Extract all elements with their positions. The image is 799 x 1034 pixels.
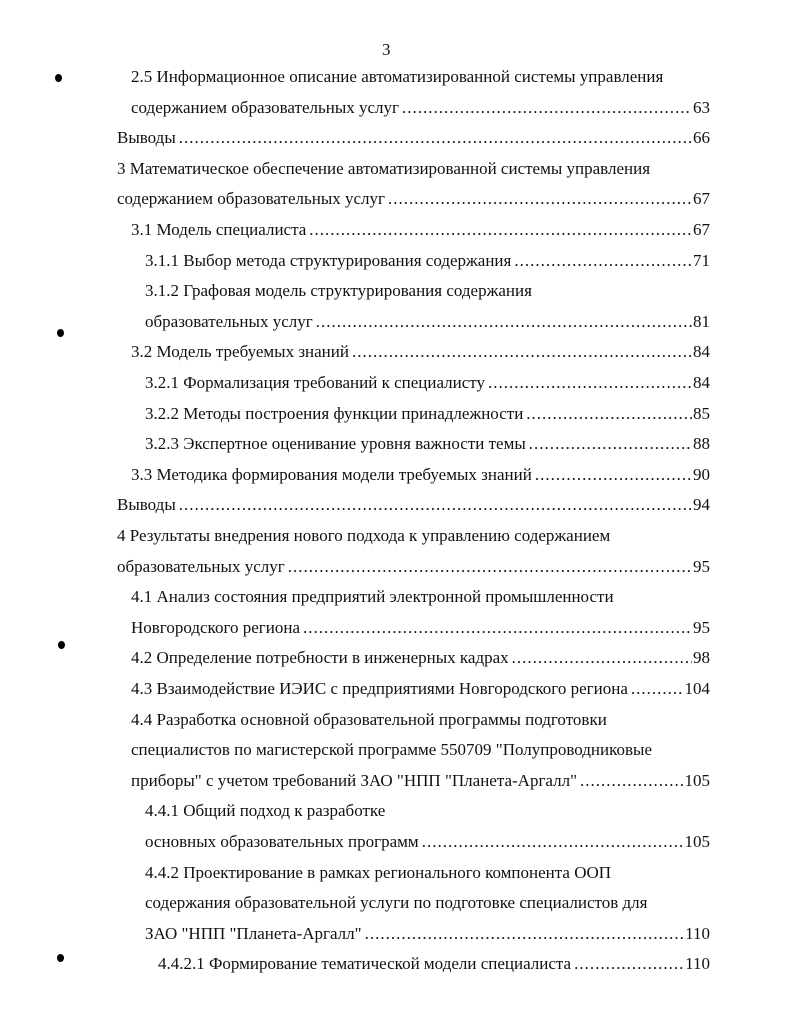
toc-entry-line: [131, 341, 710, 363]
toc-entry-line: [131, 586, 614, 608]
toc-entry-title: 4.4.2.1 Формирование тематической модели специалиста: [158, 954, 572, 974]
punch-hole-mark: [58, 641, 65, 649]
toc-entry-line: [145, 403, 710, 425]
toc-entry-title: образовательных услуг: [145, 311, 313, 331]
punch-hole-mark: [55, 74, 62, 82]
toc-entry-title: 4.4 Разработка основной образовательной программы подготовки: [131, 709, 607, 729]
dot-leader: [303, 617, 692, 639]
toc-page-number: 110: [685, 954, 710, 974]
toc-entry-line: [131, 66, 663, 88]
toc-entry-title: 4 Результаты внедрения нового подхода к управлению содержанием: [117, 526, 611, 545]
dot-leader: [512, 647, 692, 669]
toc-page-number: 67: [693, 189, 710, 209]
dot-leader: [179, 127, 692, 149]
toc-page-number: 98: [693, 648, 710, 668]
toc-page-number: 84: [693, 373, 710, 392]
toc-entry-line: [145, 800, 385, 822]
toc-page-number: 95: [693, 617, 710, 637]
toc-entry-title: 3.2.1 Формализация требований к специалисту: [145, 373, 486, 392]
dot-leader: [352, 341, 692, 363]
toc-page-number: 71: [693, 250, 710, 270]
toc-entry-title: основных образовательных программ: [145, 832, 419, 851]
toc-entry-line: [131, 770, 710, 792]
toc-page-number: 84: [693, 342, 710, 362]
toc-entry-title: 4.4.1 Общий подход к разработке: [145, 801, 386, 821]
dot-leader: [422, 831, 684, 853]
dot-leader: [316, 311, 692, 333]
toc-entry-line: [145, 831, 710, 853]
toc-entry-title: 3.2 Модель требуемых знаний: [131, 342, 349, 362]
dot-leader: [631, 678, 684, 700]
dot-leader: [309, 219, 692, 241]
toc-entry-title: 3.2.2 Методы построения функции принадлежности: [145, 403, 524, 423]
toc-entry-title: 3.1 Модель специалиста: [131, 220, 307, 239]
toc-entry-title: содержанием образовательных услуг: [131, 97, 399, 117]
toc-page-number: 94: [693, 495, 710, 515]
dot-leader: [535, 464, 692, 486]
toc-entry-line: [131, 678, 710, 700]
toc-entry-line: [131, 647, 710, 669]
toc-entry-line: [117, 188, 710, 210]
toc-entry-title: 3 Математическое обеспечение автоматизированной системы управления: [117, 158, 651, 178]
toc-page-number: 66: [693, 128, 710, 148]
punch-hole-mark: [57, 954, 64, 962]
toc-entry-title: приборы" с учетом требований ЗАО "НПП "Планета-Аргалл": [131, 770, 578, 790]
toc-entry-title: 3.1.2 Графовая модель структурирования содержания: [145, 281, 532, 301]
dot-leader: [179, 494, 692, 516]
toc-entry-title: Выводы: [117, 495, 176, 515]
dot-leader: [526, 403, 692, 425]
dot-leader: [580, 770, 683, 792]
toc-entry-title: 3.3 Методика формирования модели требуемых знаний: [131, 464, 532, 484]
toc-page-number: 85: [693, 403, 710, 423]
toc-entry-line: [131, 739, 652, 761]
toc-entry-line: [117, 556, 710, 578]
toc-entry-line: [131, 709, 607, 731]
toc-entry-line: [145, 923, 710, 945]
toc-entry-title: 2.5 Информационное описание автоматизированной системы управления: [131, 67, 664, 86]
dot-leader: [388, 188, 692, 210]
toc-entry-title: 4.3 Взаимодействие ИЭИС с предприятиями Новгородского региона: [131, 679, 628, 698]
toc-page-number: 90: [693, 464, 710, 484]
toc-entry-title: содержания образовательной услуги по подготовке специалистов для: [145, 893, 648, 913]
toc-page-number: 88: [693, 434, 710, 454]
toc-page-number: 63: [693, 97, 710, 117]
toc-entry-line: [117, 525, 610, 547]
toc-page-number: 110: [685, 923, 710, 943]
toc-entry-title: Новгородского региона: [131, 617, 301, 637]
toc-page-number: 104: [684, 679, 710, 698]
toc-entry-line: [145, 433, 710, 455]
dot-leader: [529, 433, 692, 455]
punch-hole-mark: [57, 329, 64, 337]
toc-entry-line: [131, 219, 710, 241]
toc-entry-title: специалистов по магистерской программе 550709 "Полупроводниковые: [131, 740, 653, 760]
toc-entry-title: 4.4.2 Проектирование в рамках регионального компонента ООП: [145, 862, 612, 882]
toc-entry-line: [131, 97, 710, 119]
toc-page-number: 105: [684, 832, 710, 851]
toc-entry-line: [145, 250, 710, 272]
toc-entry-title: образовательных услуг: [117, 556, 285, 576]
dot-leader: [288, 556, 692, 578]
toc-entry-line: [145, 311, 710, 333]
dot-leader: [402, 97, 692, 119]
toc-entry-line: [131, 464, 710, 486]
toc-entry-line: [158, 953, 710, 975]
toc-entry-line: [145, 280, 532, 302]
dot-leader: [574, 953, 684, 975]
page-number: 3: [382, 40, 391, 59]
toc-entry-title: 4.2 Определение потребности в инженерных кадрах: [131, 648, 509, 668]
toc-page-number: 81: [693, 311, 710, 331]
toc-entry-title: Выводы: [117, 128, 176, 148]
toc-entry-line: [145, 892, 647, 914]
toc-page-number: 95: [693, 556, 710, 576]
toc-entry-title: 3.1.1 Выбор метода структурирования содержания: [145, 250, 512, 270]
toc-entry-line: [117, 127, 710, 149]
dot-leader: [514, 250, 692, 272]
toc-entry-title: 4.1 Анализ состояния предприятий электронной промышленности: [131, 587, 614, 607]
toc-entry-title: ЗАО "НПП "Планета-Аргалл": [145, 923, 362, 943]
toc-entry-title: содержанием образовательных услуг: [117, 189, 385, 209]
toc-page-number: 105: [684, 770, 710, 790]
toc-page-number: 67: [693, 220, 710, 239]
toc-entry-line: [145, 862, 611, 884]
toc-entry-line: [117, 158, 650, 180]
dot-leader: [488, 372, 692, 394]
dot-leader: [365, 923, 685, 945]
toc-entry-line: [131, 617, 710, 639]
toc-entry-line: [117, 494, 710, 516]
toc-entry-line: [145, 372, 710, 394]
toc-entry-title: 3.2.3 Экспертное оценивание уровня важности темы: [145, 434, 526, 454]
